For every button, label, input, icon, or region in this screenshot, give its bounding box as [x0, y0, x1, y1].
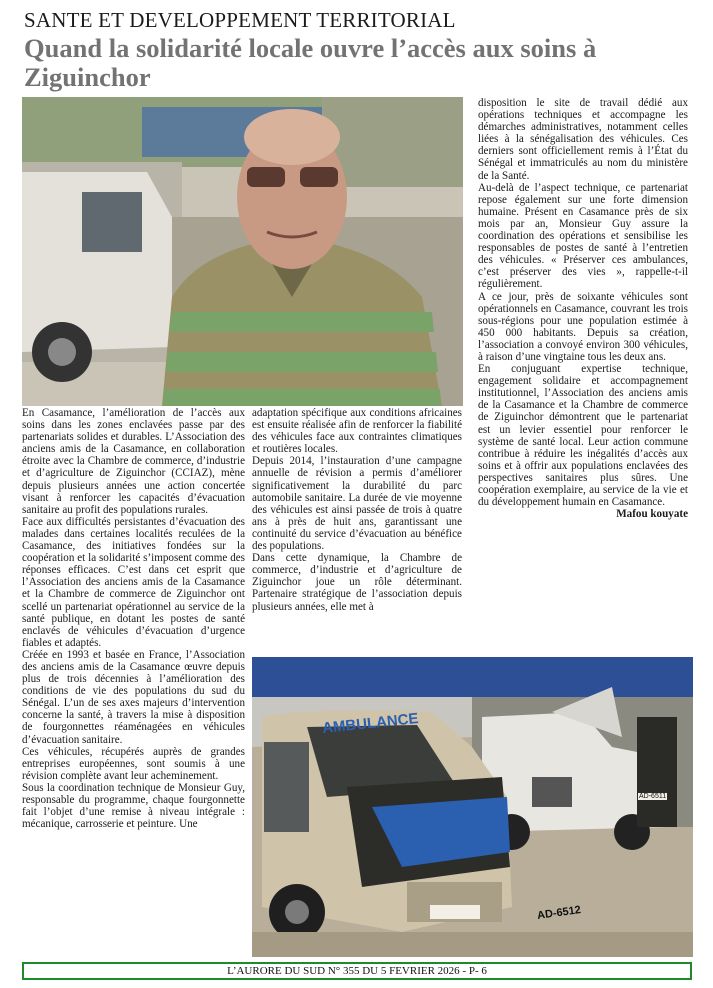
- byline: Mafou kouyate: [616, 508, 688, 521]
- ambulance-marking: AMBULANCE: [321, 709, 420, 738]
- paragraph: Ces véhicules, récupérés auprès de grandes entreprises européennes, sont soumis à une révision complète avant leur acheminement.: [22, 745, 245, 782]
- license-plate-left: AD-6512: [536, 903, 582, 923]
- paragraph: Dans cette dynamique, la Chambre de commerce, d’industrie et d’agriculture de Ziguinchor joue un rôle déterminant. Partenaire stratégique de l’association depuis plusieurs années, elle met à: [252, 552, 462, 613]
- paragraph: A ce jour, près de soixante véhicules sont opérationnels en Casamance, couvrant les trois sous-régions pour une population estimée à 450 000 habitants. Depuis sa création, l’association a convoyé environ 300 véhicules, à raison d’une vingtaine tous les deux ans.: [478, 290, 688, 363]
- paragraph: adaptation spécifique aux conditions africaines est ensuite réalisée afin de renforcer la fiabilité des véhicules face aux contraintes climatiques et routières locales.: [252, 407, 462, 456]
- paragraph: Face aux difficultés persistantes d’évacuation des malades dans certaines localités reculées de la Casamance, des initiatives fondées sur la coopération et la solidarité s’imposent comme des réponses efficaces. C’est dans cet esprit que l’Association des anciens amis de la Casamance et la Chambre de commerce de Ziguinchor ont scellé un partenariat opérationnel au service de la santé publique, en dotant les postes de santé enclavés de véhicules d’évacuation d’urgence fiables et adaptés.: [22, 515, 245, 649]
- paragraph: Sous la coordination technique de Monsieur Guy, responsable du programme, chaque fourgonnette fait l’objet d’une remise à niveau intégrale : mécanique, carrosserie et peinture. Une: [22, 781, 245, 831]
- paragraph: Créée en 1993 et basée en France, l’Association des anciens amis de la Casamance œuvre depuis plus de trois décennies à l’amélioration des conditions de vie des populations du sud du Sénégal. L’un de ses axes majeurs d’intervention concerne la santé, à travers la mise à disposition de fourgonnettes réaménagées en véhicules d’évacuation sanitaire.: [22, 648, 245, 746]
- ambulance-photo: [252, 657, 693, 957]
- article-column-2: [252, 407, 462, 613]
- portrait-photo: [22, 97, 463, 406]
- paragraph: En Casamance, l’amélioration de l’accès aux soins dans les zones enclavées passe par des partenariats solides et durables. L’Association des anciens amis de la Casamance, en collaboration étroite avec la Chambre de commerce, d’industrie et d’agriculture de Ziguinchor (CCIAZ), mène depuis plusieurs années une action concertée visant à renforcer les capacités d’évacuation sanitaire au profit des populations rurales.: [22, 407, 245, 516]
- paragraph: En conjuguant expertise technique, engagement solidaire et accompagnement institutionnel, l’Association des anciens amis de la Casamance et la Chambre de commerce de Ziguinchor démontrent que le partenariat est un levier essentiel pour renforcer le système de santé local. Leur action commune contribue à réduire les inégalités d’accès aux soins et à offrir aux populations enclavées des perspectives sanitaires plus sûres. Une coopération exemplaire, au service de la vie et du développement humain en Casamance.: [478, 363, 688, 509]
- paragraph: Depuis 2014, l’instauration d’une campagne annuelle de révision a permis d’améliorer significativement la durabilité du parc automobile sanitaire. La durée de vie moyenne des véhicules est ainsi passée de trois à quatre ans à près de huit ans, garantissant une continuité du service d’évacuation au bénéfice des populations.: [252, 455, 462, 553]
- paragraph: disposition le site de travail dédié aux opérations techniques et accompagne les démarches administratives, notamment celles liées à la sénégalisation des véhicules. Ces derniers sont officiellement remis à l’État du Sénégal et immatriculés au nom du ministère de la Santé.: [478, 97, 688, 182]
- headline: Quand la solidarité locale ouvre l’accès aux soins à Ziguinchor: [24, 33, 597, 92]
- page-footer: L’AURORE DU SUD N° 355 DU 5 FEVRIER 2026 - P- 6: [22, 962, 692, 980]
- rubric: SANTE ET DEVELOPPEMENT TERRITORIAL: [24, 8, 456, 32]
- article-column-3: [478, 97, 688, 520]
- license-plate-right: AD-6511: [639, 793, 667, 800]
- paragraph: Au-delà de l’aspect technique, ce partenariat repose également sur une forte dimension humaine. Présent en Casamance près de six mois par an, Monsieur Guy assure la coordination des opérations et sensibilise les responsables de postes de santé à l’entretien des véhicules. « Préserver ces ambulances, c’est préserver des vies », rappelle-t-il régulièrement.: [478, 181, 688, 291]
- article-column-1: [22, 407, 245, 830]
